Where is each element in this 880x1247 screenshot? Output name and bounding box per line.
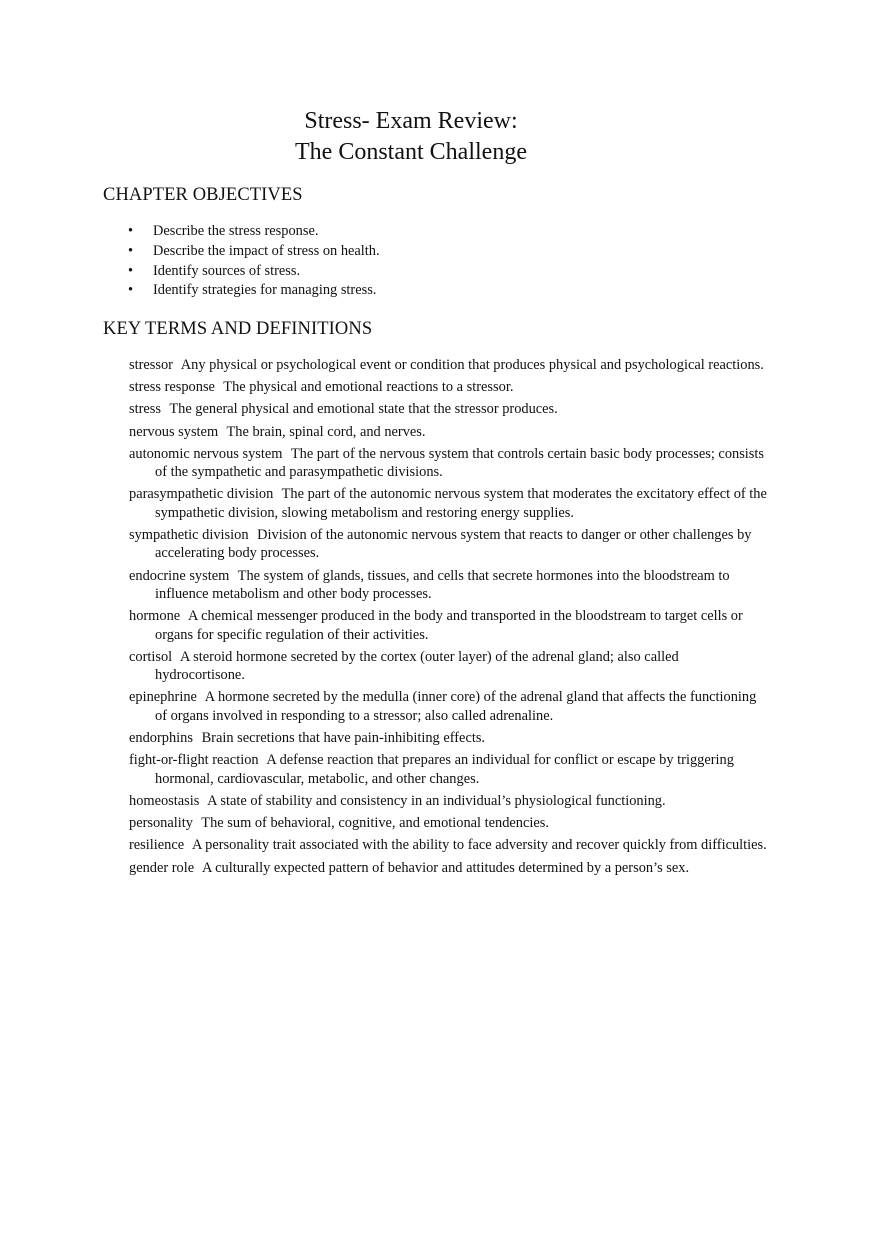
objective-text: Describe the stress response. [153,223,319,239]
term-entry [129,859,769,877]
document-title-line-1: Stress- Exam Review: [304,108,518,134]
term-name: personality [129,815,193,832]
term-definition: A chemical messenger produced in the body and transported in the bloodstream to target cells or organs for specific regulation of their activities. [155,608,743,643]
term-entry [129,751,769,788]
objective-text: Identify strategies for managing stress. [153,282,377,299]
term-entry [129,688,769,725]
key-terms-heading: KEY TERMS AND DEFINITIONS [103,319,373,339]
term-name: cortisol [129,648,173,665]
term-entry [129,423,769,441]
term-definition: A state of stability and consistency in an individual’s physiological functioning. [207,792,666,809]
term-definition: Brain secretions that have pain-inhibiting effects. [201,730,486,747]
term-entry [129,400,769,418]
objective-item [128,242,380,262]
bullet-icon: • [128,242,134,259]
term-name: parasympathetic division [129,486,274,503]
term-definition: The sum of behavioral, cognitive, and emotional tendencies. [201,815,549,832]
term-definition: A culturally expected pattern of behavior and attitudes determined by a person’s sex. [201,859,690,876]
objective-item [128,281,380,301]
term-entry [129,729,769,747]
term-name: gender role [129,859,195,876]
term-entry [129,792,769,810]
term-definition: Any physical or psychological event or condition that produces physical and psychological reactions. [180,357,764,373]
term-definition: The part of the nervous system that controls certain basic body processes; consists of the sympathetic and parasympathetic divisions. [155,445,765,481]
objectives-list [128,222,380,301]
term-name: hormone [129,608,181,625]
term-definition: The part of the autonomic nervous system that moderates the excitatory effect of the sympathetic division, slowing metabolism and restoring energy supplies. [155,486,767,521]
term-name: nervous system [129,423,219,440]
bullet-icon: • [128,262,134,279]
term-name: stress [129,401,161,418]
term-name: sympathetic division [129,527,249,544]
document-title-line-2: The Constant Challenge [295,139,527,165]
term-name: endocrine system [129,567,230,584]
term-definition: The general physical and emotional state that the stressor produces. [169,401,558,418]
term-definition: A defense reaction that prepares an individual for conflict or escape by triggering hormonal, cardiovascular, metabolic, and other changes. [155,752,734,787]
term-entry [129,814,769,832]
term-definition: A personality trait associated with the ability to face adversity and recover quickly from difficulties. [191,837,767,854]
term-name: homeostasis [129,792,200,809]
term-definition: The physical and emotional reactions to a stressor. [223,379,514,396]
term-definition: Division of the autonomic nervous system that reacts to danger or other challenges by accelerating body processes. [155,527,752,562]
chapter-objectives-heading: CHAPTER OBJECTIVES [103,185,303,205]
bullet-icon: • [128,282,134,299]
term-name: resilience [129,837,185,854]
term-entry [129,607,769,644]
term-name: autonomic nervous system [129,445,283,462]
term-entry [129,485,769,522]
term-name: epinephrine [129,689,197,706]
objective-text: Describe the impact of stress on health. [153,242,380,259]
term-definition: A steroid hormone secreted by the cortex (outer layer) of the adrenal gland; also called hydrocortisone. [155,648,679,684]
term-entry [129,445,769,482]
term-definition: A hormone secreted by the medulla (inner core) of the adrenal gland that affects the functioning of organs involved in responding to a stressor; also called adrenaline. [155,689,757,724]
term-entry [129,836,769,854]
objective-text: Identify sources of stress. [153,262,301,279]
term-definition: The brain, spinal cord, and nerves. [226,423,426,440]
term-entry [129,526,769,563]
bullet-icon: • [128,223,134,239]
term-entry [129,567,769,604]
term-name: endorphins [129,730,193,747]
key-terms-list [129,356,769,881]
term-definition: The system of glands, tissues, and cells that secrete hormones into the bloodstream to influence metabolism and other body processes. [155,567,730,603]
term-entry [129,356,769,374]
objective-item [128,262,380,282]
objective-item [128,222,380,242]
term-name: stress response [129,379,215,396]
term-name: stressor [129,357,173,373]
term-entry [129,648,769,685]
term-name: fight-or-flight reaction [129,752,259,769]
term-entry [129,378,769,396]
